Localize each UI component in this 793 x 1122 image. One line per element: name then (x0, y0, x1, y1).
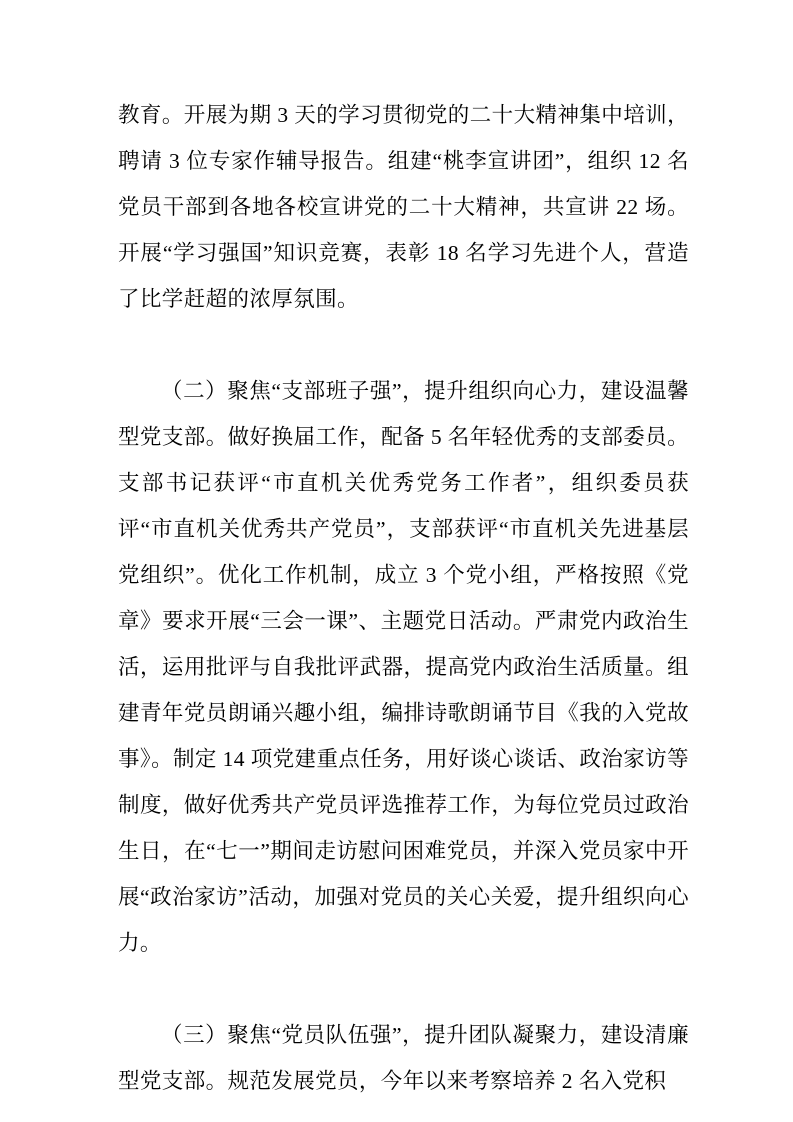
paragraph-gap (118, 966, 689, 1012)
paragraph-section-three: （三）聚焦“党员队伍强”，提升团队凝聚力，建设清廉型党支部。规范发展党员，今年以来考察培养 2 名入党积 (118, 1023, 689, 1093)
paragraph-gap (118, 322, 689, 368)
paragraph-continued: 教育。开展为期 3 天的学习贯彻党的二十大精神集中培训，聘请 3 位专家作辅导报告。组建“桃李宣讲团”，组织 12 名党员干部到各地各校宣讲党的二十大精神，共宣讲 22 场。开展“学习强国”知识竞赛，表彰 18 名学习先进个人，营造了比学赶超的浓厚氛围。 (118, 103, 689, 311)
paragraph-section-two: （二）聚焦“支部班子强”，提升组织向心力，建设温馨型党支部。做好换届工作，配备 5 名年轻优秀的支部委员。支部书记获评“市直机关优秀党务工作者”，组织委员获评“市直机关优秀共产党员”，支部获评“市直机关先进基层党组织”。优化工作机制，成立 3 个党小组，严格按照《党章》要求开展“三会一课”、主题党日活动。严肃党内政治生活，运用批评与自我批评武器，提高党内政治生活质量。组建青年党员朗诵兴趣小组，编排诗歌朗诵节目《我的入党故事》。制定 14 项党建重点任务，用好谈心谈话、政治家访等制度，做好优秀共产党员评选推荐工作，为每位党员过政治生日，在“七一”期间走访慰问困难党员，并深入党员家中开展“政治家访”活动，加强对党员的关心关爱，提升组织向心力。 (118, 379, 689, 955)
document-body (118, 92, 689, 1104)
